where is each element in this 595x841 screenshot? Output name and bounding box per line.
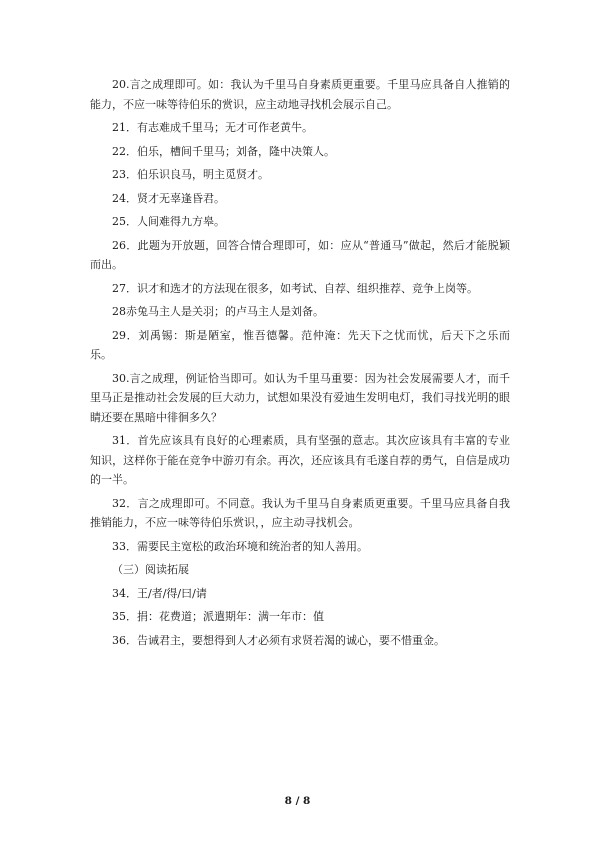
page-number: 8 / 8 xyxy=(284,795,311,807)
answer-paragraph-22: 22．伯乐，槽间千里马；刘备，隆中决策人。 xyxy=(112,144,335,158)
answer-paragraph-24: 24．贤才无辜逢昏君。 xyxy=(112,191,225,205)
answer-paragraph-26: 26．此题为开放题，回答合情合理即可，如：应从“普通马”做起，然后才能脱颖而出。 xyxy=(90,238,510,271)
answer-paragraph-34: 34．王/者/得/曰/请 xyxy=(112,586,207,600)
answer-content xyxy=(90,75,510,654)
answer-paragraph-32: 32．言之成理即可。不同意。我认为千里马自身素质更重要。千里马应具备自我推销能力，不应一味等待伯乐赏识，，应主动寻找机会。 xyxy=(90,496,510,529)
answer-paragraph-25: 25．人间难得九方皋。 xyxy=(112,215,225,228)
answer-paragraph-21: 21．有志难成千里马；无才可作老黄牛。 xyxy=(112,121,313,134)
answer-paragraph-31: 31．首先应该具有良好的心理素质，具有坚强的意志。其次应该具有丰富的专业知识，这样你于能在竞争中游刃有余。再次，还应该具有毛遂自荐的勇气，自信是成功的一半。 xyxy=(90,434,510,486)
answer-paragraph-27: 27．识才和选才的方法现在很多，如考试、自荐、组织推荐、竞争上岗等。 xyxy=(112,281,478,295)
answer-paragraph-28: 28赤兔马主人是关羽；的卢马主人是刘备。 xyxy=(112,305,324,318)
answer-paragraph-20: 20.言之成理即可。如：我认为千里马自身素质更重要。千里马应具备自人推销的能力，不应一味等待伯乐的赏识，应主动地寻找机会展示自己。 xyxy=(90,78,510,111)
answer-paragraph-35: 35．捐：花费道；派遣期年：满一年市：值 xyxy=(112,610,324,623)
answer-paragraph-29: 29．刘禹锡：斯是陋室，惟吾德馨。范仲淹：先天下之忧而忧，后天下之乐而乐。 xyxy=(90,328,510,361)
answer-paragraph-33: 33．需要民主宽松的政治环境和统治者的知人善用。 xyxy=(112,539,368,553)
section-heading-reading-extension: （三）阅读拓展 xyxy=(112,563,189,576)
answer-paragraph-30: 30.言之成理，例证恰当即可。如认为千里马重要：因为社会发展需要人才，而千里马正是推动社会发展的巨大动力，试想如果没有爱迪生发明电灯，我们寻找光明的眼睛还要在黑暗中徘徊多久？ xyxy=(90,371,510,424)
answer-paragraph-36: 36．告诫君主，要想得到人才必须有求贤若渴的诚心，要不惜重金。 xyxy=(112,633,445,647)
answer-paragraph-23: 23．伯乐识良马，明主觅贤才。 xyxy=(112,168,269,181)
